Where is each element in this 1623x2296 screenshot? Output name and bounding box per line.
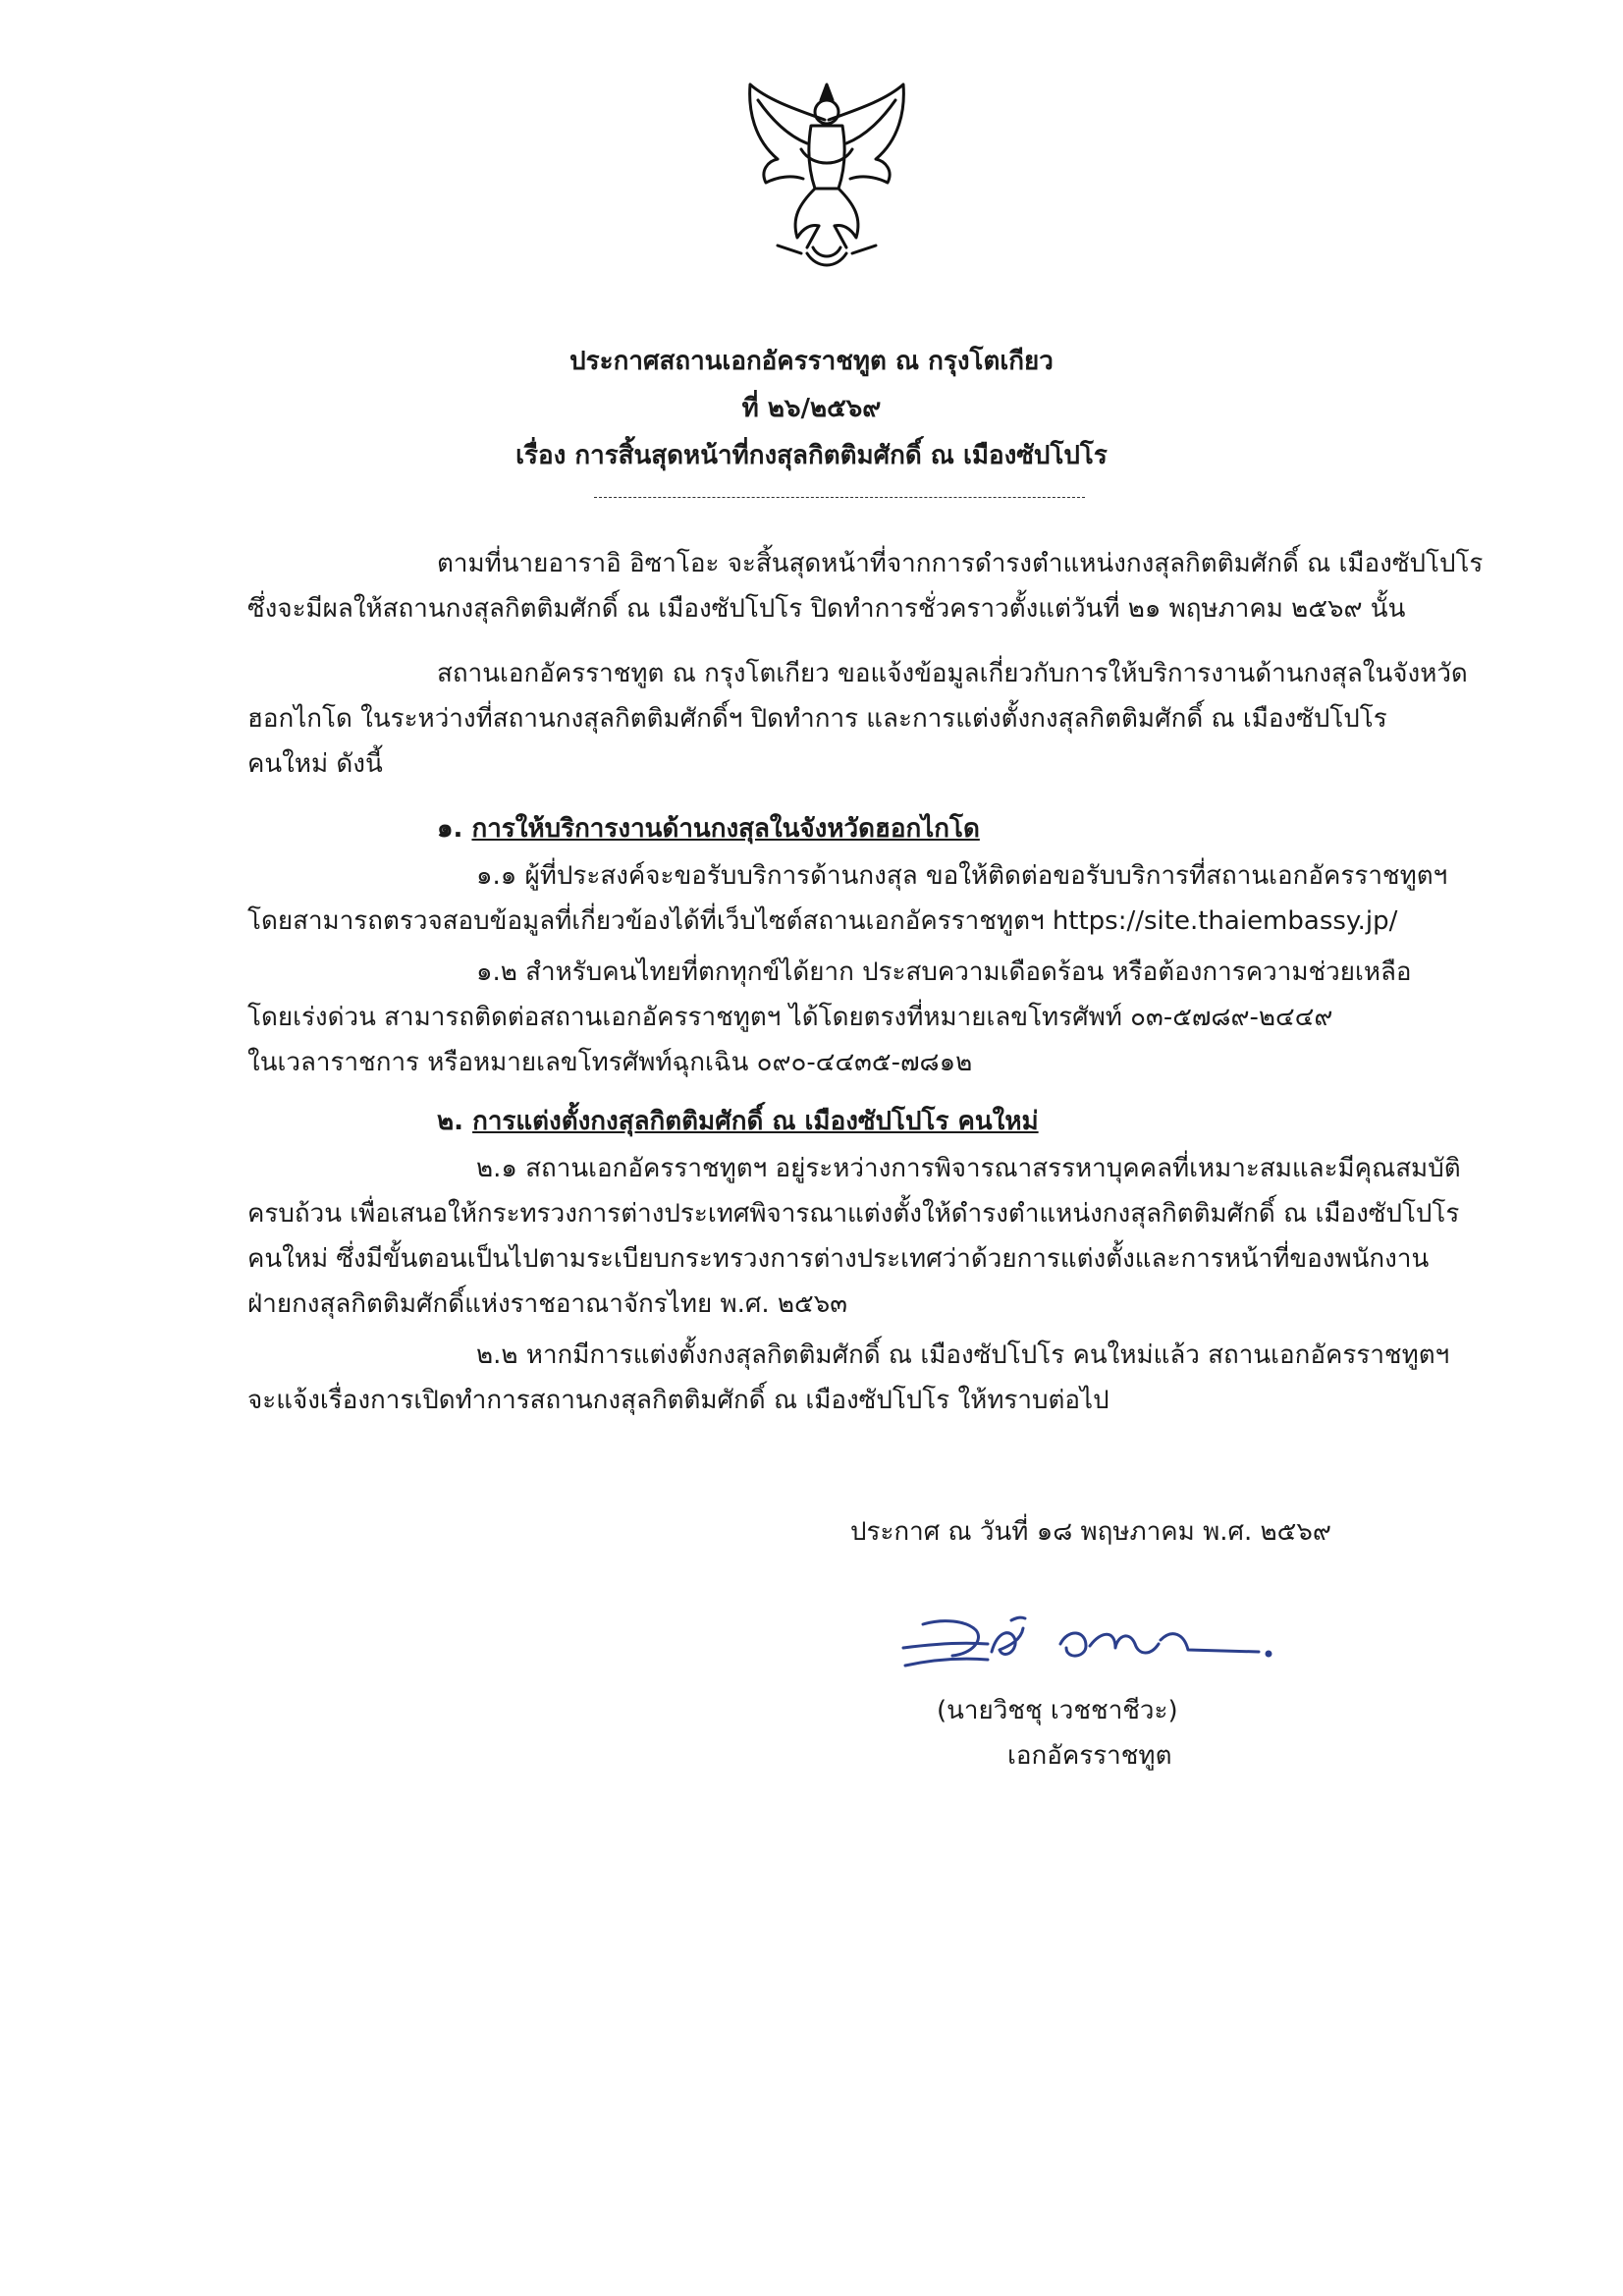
announcement-number: ที่ ๒๖/๒๕๖๙	[741, 394, 882, 423]
paragraph-line: สถานเอกอัครราชทูต ณ กรุงโตเกียว ขอแจ้งข้อมูลเกี่ยวกับการให้บริการงานด้านกงสุลในจังหวัด	[437, 659, 1468, 688]
signature-icon	[893, 1601, 1306, 1689]
paragraph-line: จะแจ้งเรื่องการเปิดทำการสถานกงสุลกิตติมศักดิ์ ณ เมืองซัปโปโร ให้ทราบต่อไป	[247, 1386, 1109, 1415]
section-heading-1	[437, 811, 980, 847]
title-divider	[594, 497, 1085, 498]
signatory-name: (นายวิชชุ เวชชาชีวะ)	[937, 1696, 1178, 1725]
announcement-subject: เรื่อง การสิ้นสุดหน้าที่กงสุลกิตติมศักดิ์ ณ เมืองซัปโปโร	[515, 441, 1108, 470]
announcement-date: ประกาศ ณ วันที่ ๑๘ พฤษภาคม พ.ศ. ๒๕๖๙	[850, 1517, 1331, 1547]
paragraph-line: ๑.๑ ผู้ที่ประสงค์จะขอรับบริการด้านกงสุล ขอให้ติดต่อขอรับบริการที่สถานเอกอัครราชทูตฯ	[476, 861, 1448, 891]
paragraph-line: ซึ่งจะมีผลให้สถานกงสุลกิตติมศักดิ์ ณ เมืองซัปโปโร ปิดทำการชั่วคราวตั้งแต่วันที่ ๒๑ พฤษภาคม ๒๕๖๙ นั้น	[247, 594, 1406, 624]
section-title: การให้บริการงานด้านกงสุลในจังหวัดฮอกไกโด	[471, 814, 980, 844]
paragraph-line: คนใหม่ ดังนี้	[247, 749, 383, 779]
paragraph-line: ฮอกไกโด ในระหว่างที่สถานกงสุลกิตติมศักดิ์ฯ ปิดทำการ และการแต่งตั้งกงสุลกิตติมศักดิ์ ณ เมืองซัปโปโร	[247, 704, 1387, 734]
paragraph-line: ๒.๒ หากมีการแต่งตั้งกงสุลกิตติมศักดิ์ ณ เมืองซัปโปโร คนใหม่แล้ว สถานเอกอัครราชทูตฯ	[476, 1340, 1450, 1370]
paragraph-line: ฝ่ายกงสุลกิตติมศักดิ์แห่งราชอาณาจักรไทย พ.ศ. ๒๕๖๓	[247, 1289, 848, 1319]
paragraph-line: ๒.๑ สถานเอกอัครราชทูตฯ อยู่ระหว่างการพิจารณาสรรหาบุคคลที่เหมาะสมและมีคุณสมบัติ	[476, 1154, 1461, 1183]
paragraph-line: ในเวลาราชการ หรือหมายเลขโทรศัพท์ฉุกเฉิน ๐๙๐-๔๔๓๕-๗๘๑๒	[247, 1048, 973, 1077]
section-title: การแต่งตั้งกงสุลกิตติมศักดิ์ ณ เมืองซัปโปโร คนใหม่	[472, 1107, 1039, 1136]
paragraph-line: คนใหม่ ซึ่งมีขั้นตอนเป็นไปตามระเบียบกระทรวงการต่างประเทศว่าด้วยการแต่งตั้งและการหน้าที่ของพนักงาน	[247, 1244, 1430, 1274]
section-heading-2	[437, 1104, 1039, 1139]
paragraph-line: ตามที่นายอาราอิ อิซาโอะ จะสิ้นสุดหน้าที่จากการดำรงตำแหน่งกงสุลกิตติมศักดิ์ ณ เมืองซัปโปโร	[437, 549, 1484, 578]
section-number: ๒.	[437, 1107, 464, 1136]
paragraph-line: ครบถ้วน เพื่อเสนอให้กระทรวงการต่างประเทศพิจารณาแต่งตั้งให้ดำรงตำแหน่งกงสุลกิตติมศักดิ์ ณ เมืองซัปโปโร	[247, 1199, 1460, 1229]
garuda-emblem-icon	[738, 81, 915, 273]
paragraph-line: โดยเร่งด่วน สามารถติดต่อสถานเอกอัครราชทูตฯ ได้โดยตรงที่หมายเลขโทรศัพท์ ๐๓-๕๗๘๙-๒๔๔๙	[247, 1003, 1333, 1032]
paragraph-line: โดยสามารถตรวจสอบข้อมูลที่เกี่ยวข้องได้ที่เว็บไซต์สถานเอกอัครราชทูตฯ https://site.thaiembassy.jp/	[247, 906, 1398, 936]
signatory-position: เอกอัครราชทูต	[1007, 1741, 1172, 1771]
announcement-title: ประกาศสถานเอกอัครราชทูต ณ กรุงโตเกียว	[569, 347, 1054, 376]
section-number: ๑.	[437, 814, 463, 844]
paragraph-line: ๑.๒ สำหรับคนไทยที่ตกทุกข์ได้ยาก ประสบความเดือดร้อน หรือต้องการความช่วยเหลือ	[476, 957, 1412, 987]
